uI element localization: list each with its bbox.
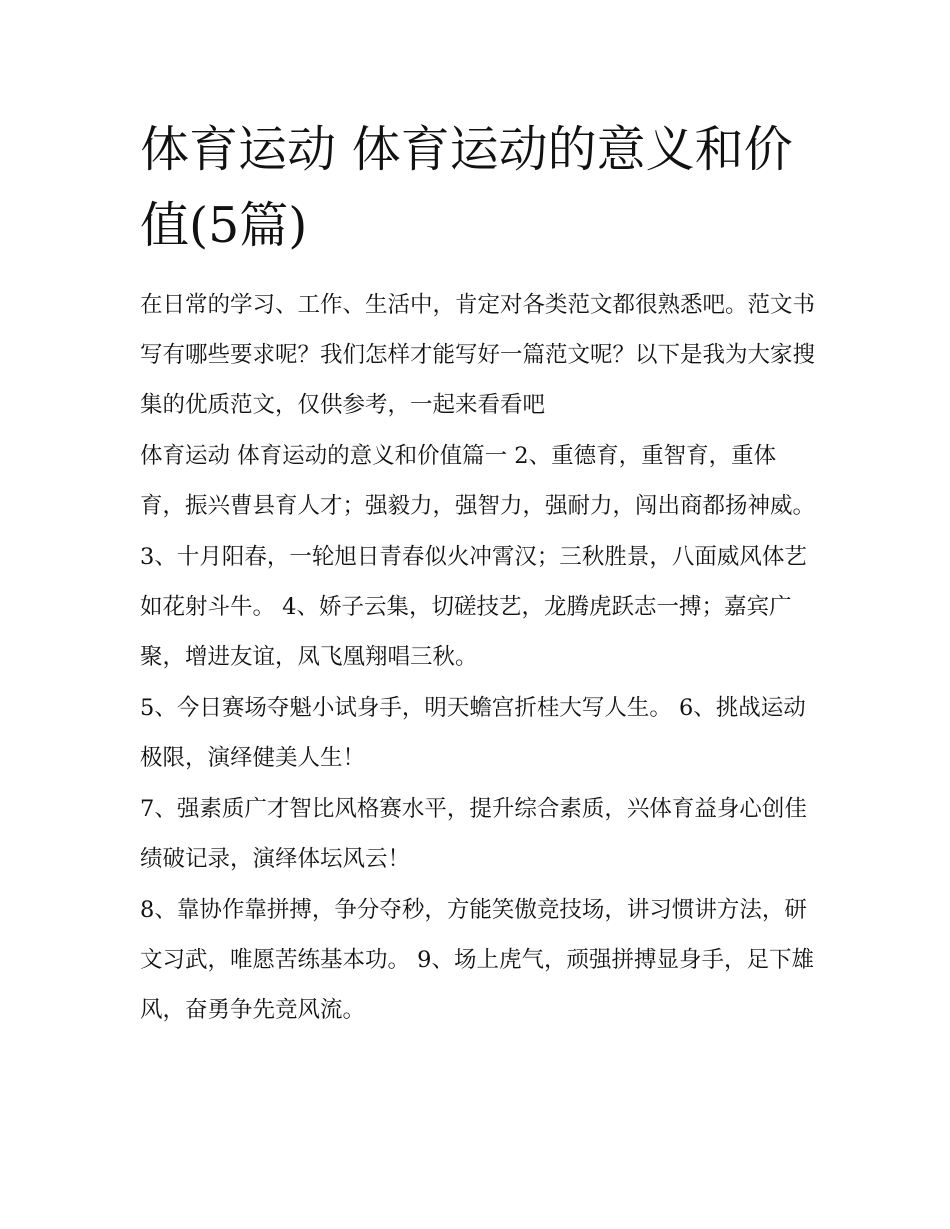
document-title: 体育运动 体育运动的意义和价值(5篇) [140,121,793,254]
paragraph-items-3-4: 3、十月阳春，一轮旭日青春似火冲霄汉；三秋胜景，八面威风体艺如花射斗牛。 4、娇子云集，切磋技艺，龙腾虎跃志一搏；嘉宾广聚，增进友谊，凤飞凰翔唱三秋。 [140,544,807,670]
paragraph-intro: 在日常的学习、工作、生活中，肯定对各类范文都很熟悉吧。范文书写有哪些要求呢？我们怎样才能写好一篇范文呢？以下是我为大家搜集的优质范文，仅供参考，一起来看看吧 [140,292,816,418]
paragraph-item-7: 7、强素质广才智比风格赛水平，提升综合素质，兴体育益身心创佳绩破记录，演绎体坛风云！ [140,796,807,872]
paragraph-part-one: 体育运动 体育运动的意义和价值篇一 2、重德育，重智育，重体育，振兴曹县育人才；强毅力，强智力，强耐力，闯出商都扬神威。 [140,443,816,519]
paragraph-items-5-6: 5、今日赛场夺魁小试身手，明天蟾宫折桂大写人生。 6、挑战运动极限，演绎健美人生！ [140,695,806,771]
document-body [140,280,820,1035]
paragraph-items-8-9: 8、靠协作靠拼搏，争分夺秒，方能笑傲竞技场，讲习惯讲方法，研文习武，唯愿苦练基本功。 9、场上虎气，顽强拼搏显身手，足下雄风，奋勇争先竞风流。 [140,897,814,1023]
